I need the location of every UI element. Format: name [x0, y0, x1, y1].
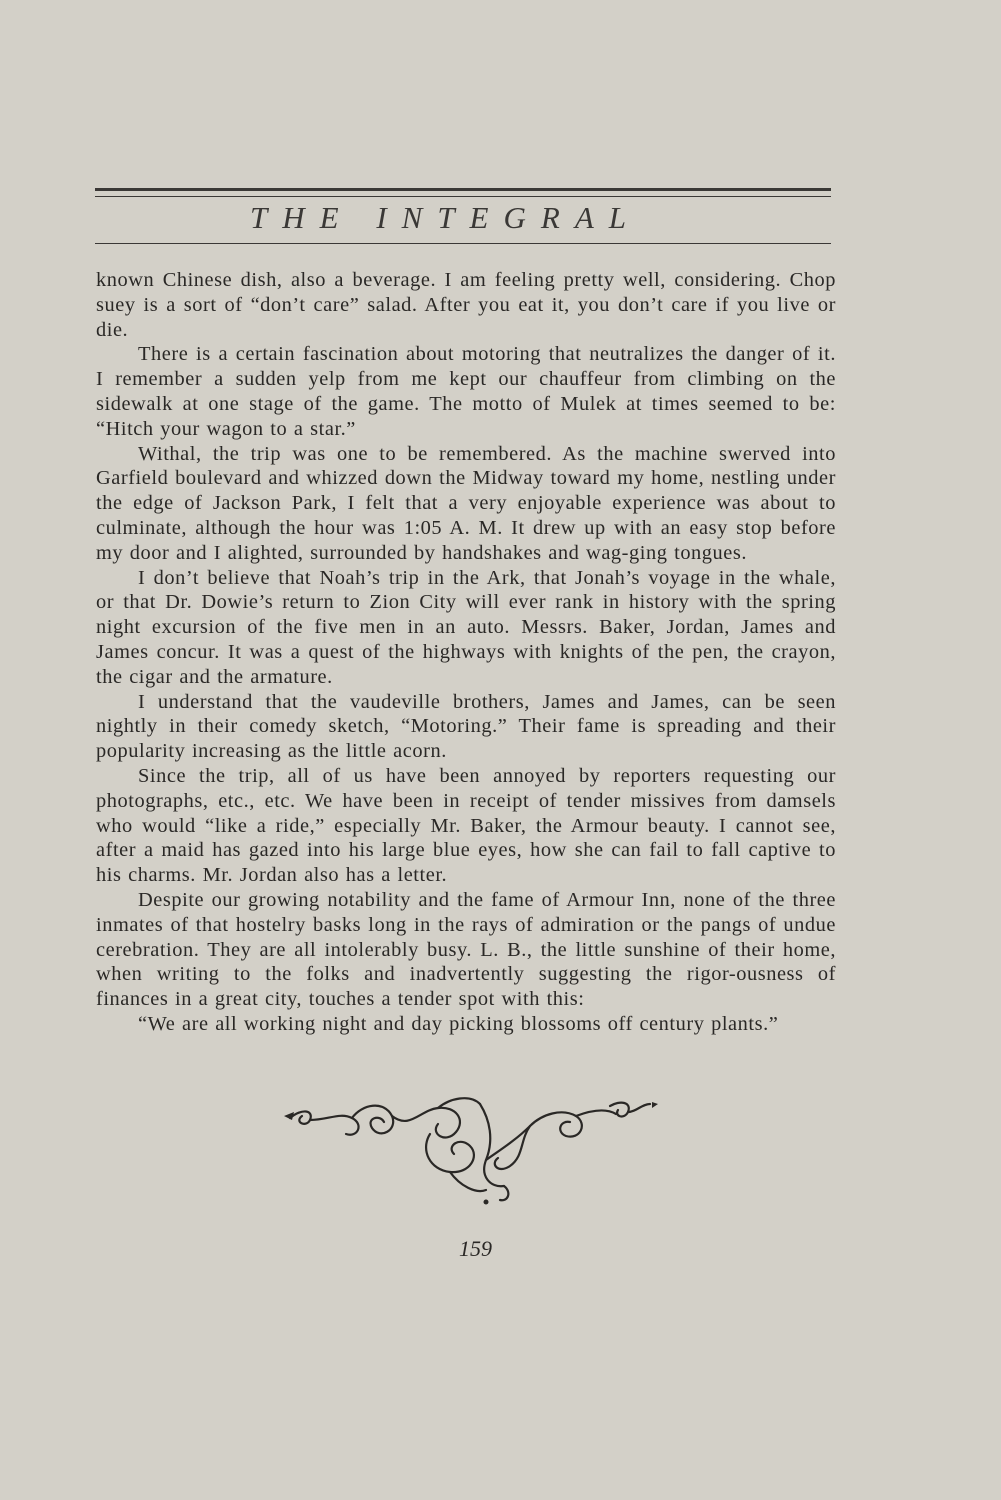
running-header-title: THE INTEGRAL — [250, 200, 641, 235]
paragraph: There is a certain fascination about motoring that neutralizes the danger of it. I remember a sudden yelp from me kept our chauffeur from climbing on the sidewalk at one stage of the game. The motto of Mulek at times seemed to be: “Hitch your wagon to a star.” — [96, 343, 836, 440]
header-rule-top-thin — [95, 196, 831, 197]
paragraph: known Chinese dish, also a beverage. I am feeling pretty well, considering. Chop suey is a sort of “don’t care” salad. After you eat it, you don’t care if you live or die. — [96, 269, 836, 341]
paragraph: Despite our growing notability and the fame of Armour Inn, none of the three inmates of that hostelry basks long in the rays of admiration or the pangs of undue cerebration. They are all intolerably busy. L. B., the little sunshine of their home, when writing to the folks and inadvertently suggesting the rigor-ousness of finances in a great city, touches a tender spot with this: — [96, 888, 836, 1011]
scroll-ornament-icon — [280, 1090, 660, 1210]
paragraph: Withal, the trip was one to be remembered. As the machine swerved into Garfield boulevard and whizzed down the Midway toward my home, nestling under the edge of Jackson Park, I felt that a very enjoyable experience was about to culminate, although the hour was 1:05 A. M. It drew up with an easy stop before my door and I alighted, surrounded by handshakes and wag-ging tongues. — [96, 442, 836, 564]
header-rule-top — [95, 188, 831, 191]
paragraph: I understand that the vaudeville brothers, James and James, can be seen nightly in their comedy sketch, “Motoring.” Their fame is spreading and their popularity increasing as the little acorn. — [96, 690, 836, 763]
header-rule-bottom — [95, 243, 831, 244]
paragraph: I don’t believe that Noah’s trip in the Ark, that Jonah’s voyage in the whale, or that Dr. Dowie’s return to Zion City will ever rank in history with the spring night excursion of the five men in an auto. Messrs. Baker, Jordan, James and James concur. It was a quest of the highways with knights of the pen, the crayon, the cigar and the armature. — [96, 566, 836, 688]
body-text — [96, 268, 836, 1037]
page-number: 159 — [459, 1236, 492, 1261]
paragraph: Since the trip, all of us have been annoyed by reporters requesting our photographs, etc., etc. We have been in receipt of tender missives from damsels who would “like a ride,” especially Mr. Baker, the Armour beauty. I cannot see, after a maid has gazed into his large blue eyes, how she can fail to fall captive to his charms. Mr. Jordan also has a letter. — [96, 764, 836, 887]
paragraph: “We are all working night and day picking blossoms off century plants.” — [138, 1012, 779, 1035]
